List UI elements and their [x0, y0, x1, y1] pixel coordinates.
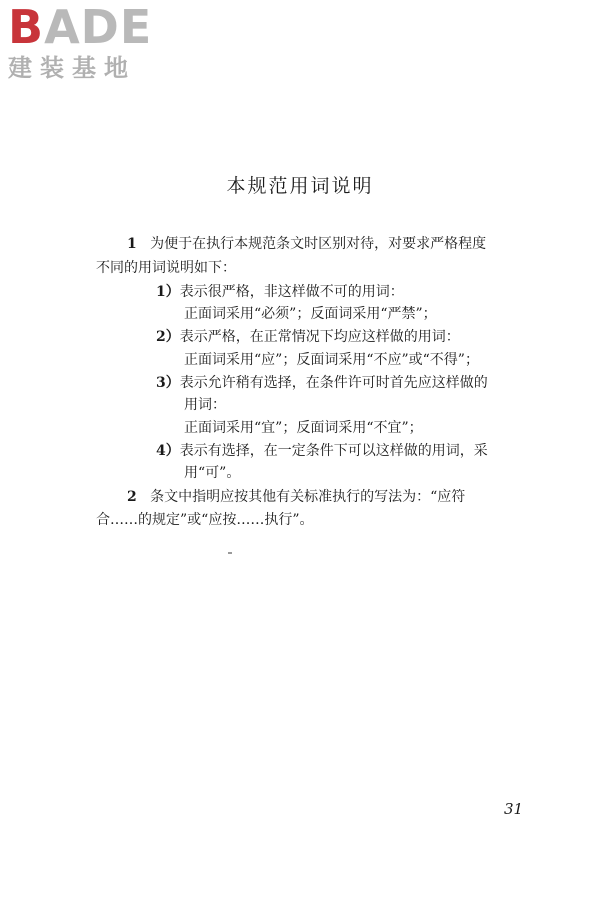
- sub3-desc: 表示允许稍有选择，在条件许可时首先应这样做的: [179, 375, 488, 391]
- sub4-number: 4）: [156, 443, 180, 459]
- sub3-number: 3）: [156, 375, 180, 391]
- item1-line1: [127, 235, 486, 253]
- sub2-desc: 表示严格，在正常情况下均应这样做的用词：: [179, 329, 460, 345]
- item2-text: 条文中指明应按其他有关标准执行的写法为：“应符: [150, 489, 466, 505]
- item2-line2: 合……的规定”或“应按……执行”。: [96, 512, 314, 528]
- logo-subtitle: 建装基地: [8, 54, 136, 82]
- item1-text: 为便于在执行本规范条文时区别对待，对要求严格程度: [150, 236, 487, 252]
- sub4-desc: 表示有选择，在一定条件下可以这样做的用词，采: [179, 443, 488, 459]
- sub2-desc-line: [156, 328, 460, 346]
- sub4-desc-cont: 用“可”。: [184, 465, 241, 481]
- item2-number: 2: [127, 489, 137, 505]
- page-title: 本规范用词说明: [226, 175, 374, 197]
- logo-wordmark-rest: ADE: [44, 0, 153, 54]
- item2-line1: [127, 488, 465, 506]
- sub1-desc: 表示很严格，非这样做不可的用词：: [179, 284, 404, 300]
- page-number: 31: [504, 800, 524, 818]
- item1-line2: 不同的用词说明如下：: [96, 260, 236, 276]
- sub1-desc-line: [156, 283, 404, 301]
- sub1-number: 1）: [156, 284, 180, 300]
- sub2-number: 2）: [156, 329, 180, 345]
- sub4-desc-line: [156, 442, 488, 460]
- sub3-terms: 正面词采用“宜”；反面词采用“不宜”；: [184, 420, 423, 436]
- logo-accent-letter: B: [8, 0, 45, 54]
- logo-wordmark: [8, 0, 178, 54]
- sub1-terms: 正面词采用“必须”；反面词采用“严禁”；: [184, 306, 437, 322]
- item1-number: 1: [127, 236, 137, 252]
- bade-logo: [8, 0, 178, 82]
- sub2-terms: 正面词采用“应”；反面词采用“不应”或“不得”；: [184, 352, 479, 368]
- sub3-desc-line: [156, 374, 488, 392]
- scan-speck: [228, 552, 232, 554]
- sub3-desc-cont: 用词：: [184, 397, 226, 413]
